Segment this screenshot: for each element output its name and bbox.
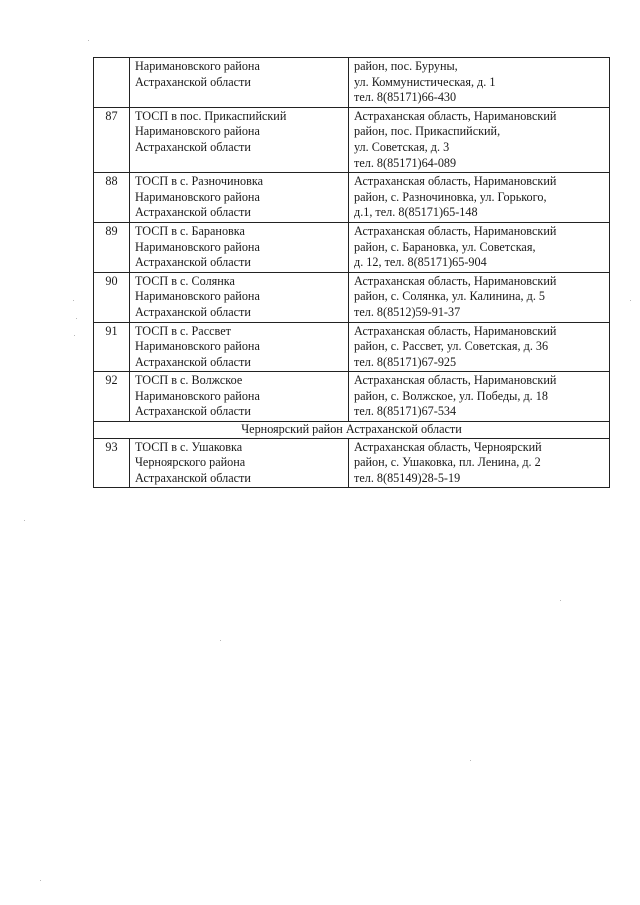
office-name: ТОСП в с. Разночиновка Наримановского района Астраханской области xyxy=(130,173,349,223)
table-row xyxy=(94,58,610,108)
table-row xyxy=(94,107,610,172)
office-address: Астраханская область, Наримановский район, с. Волжское, ул. Победы, д. 18 тел. 8(85171)67-534 xyxy=(349,372,610,422)
row-number: 91 xyxy=(94,322,130,372)
row-number: 93 xyxy=(94,438,130,488)
scan-speck xyxy=(560,600,561,601)
scan-speck xyxy=(220,640,221,641)
office-name: ТОСП в с. Рассвет Наримановского района Астраханской области xyxy=(130,322,349,372)
row-number: 92 xyxy=(94,372,130,422)
scan-speck xyxy=(74,335,75,336)
row-number xyxy=(94,58,130,108)
table-row xyxy=(94,372,610,422)
office-name: ТОСП в с. Солянка Наримановского района Астраханской области xyxy=(130,272,349,322)
office-name: ТОСП в пос. Прикаспийский Наримановского района Астраханской области xyxy=(130,107,349,172)
table-row xyxy=(94,322,610,372)
scan-speck xyxy=(470,760,471,761)
table-row xyxy=(94,222,610,272)
office-address: Астраханская область, Наримановский район, пос. Прикаспийский, ул. Советская, д. 3 тел. 8(85171)64-089 xyxy=(349,107,610,172)
office-name: ТОСП в с. Ушаковка Черноярского района Астраханской области xyxy=(130,438,349,488)
scan-speck xyxy=(40,880,41,881)
row-number: 87 xyxy=(94,107,130,172)
office-name: ТОСП в с. Волжское Наримановского района Астраханской области xyxy=(130,372,349,422)
office-address: Астраханская область, Наримановский район, с. Барановка, ул. Советская, д. 12, тел. 8(85171)65-904 xyxy=(349,222,610,272)
scan-speck xyxy=(76,318,77,319)
section-row xyxy=(94,422,610,439)
district-section-heading: Черноярский район Астраханской области xyxy=(94,422,610,439)
office-address: Астраханская область, Черноярский район, с. Ушаковка, пл. Ленина, д. 2 тел. 8(85149)28-5-19 xyxy=(349,438,610,488)
office-address: Астраханская область, Наримановский район, с. Солянка, ул. Калинина, д. 5 тел. 8(8512)59-91-37 xyxy=(349,272,610,322)
scan-speck xyxy=(24,520,25,521)
office-name: Наримановского района Астраханской области xyxy=(130,58,349,108)
office-address: район, пос. Буруны, ул. Коммунистическая, д. 1 тел. 8(85171)66-430 xyxy=(349,58,610,108)
scan-speck xyxy=(630,300,631,301)
row-number: 90 xyxy=(94,272,130,322)
table-row xyxy=(94,173,610,223)
row-number: 88 xyxy=(94,173,130,223)
office-address-table xyxy=(93,57,610,488)
office-address: Астраханская область, Наримановский район, с. Рассвет, ул. Советская, д. 36 тел. 8(85171)67-925 xyxy=(349,322,610,372)
office-address: Астраханская область, Наримановский район, с. Разночиновка, ул. Горького, д.1, тел. 8(85171)65-148 xyxy=(349,173,610,223)
row-number: 89 xyxy=(94,222,130,272)
scan-speck xyxy=(88,40,89,41)
scan-speck xyxy=(73,300,74,301)
office-name: ТОСП в с. Барановка Наримановского района Астраханской области xyxy=(130,222,349,272)
table-row xyxy=(94,438,610,488)
table-row xyxy=(94,272,610,322)
